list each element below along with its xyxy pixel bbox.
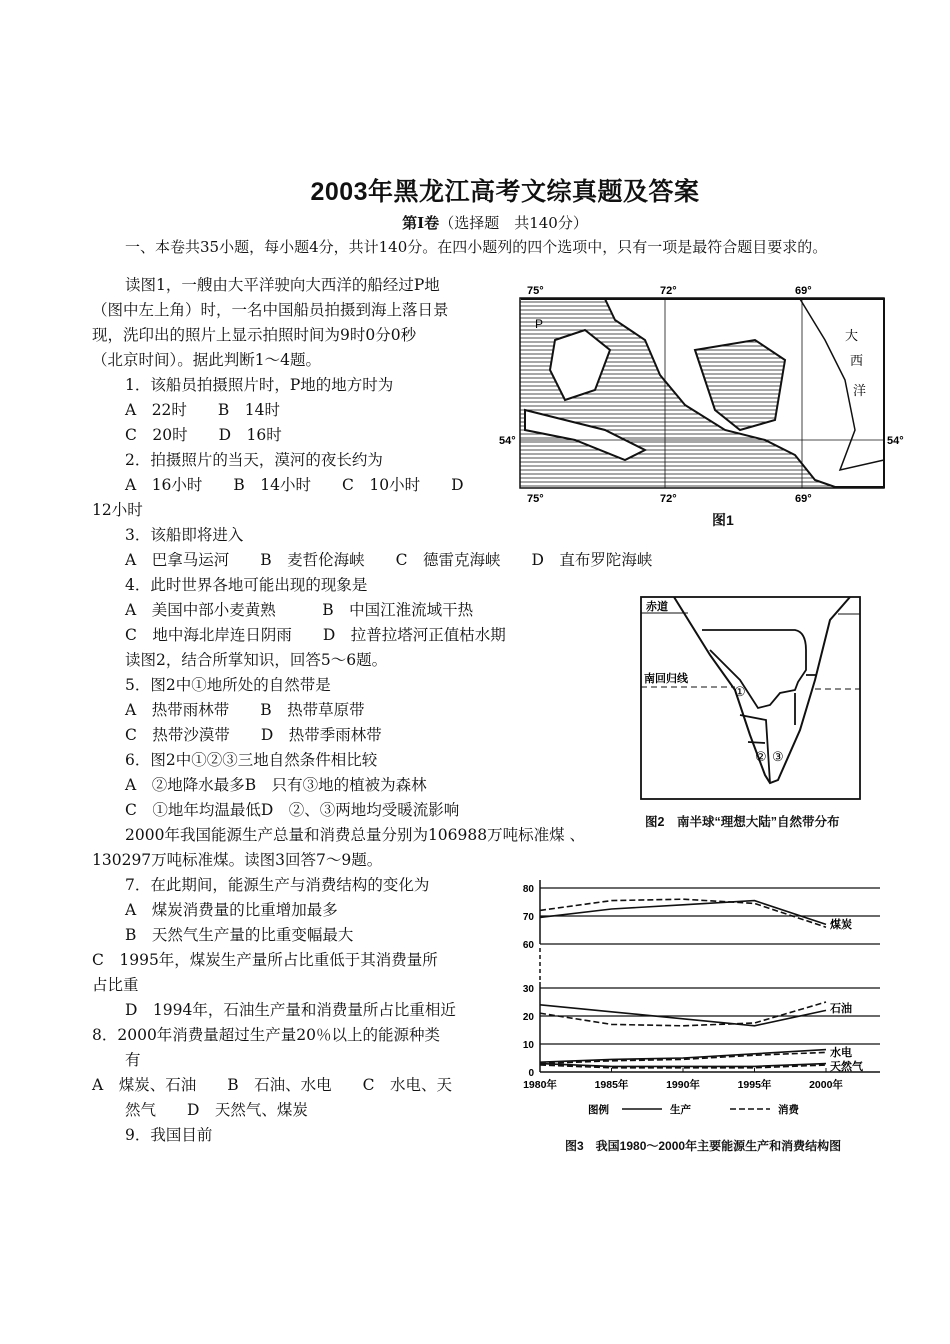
instruction: 一、本卷共35小题，每小题4分，共计140分。在四小题列的四个选项中，只有一项是最符合题目要求的。 <box>125 238 828 256</box>
text-line: A 16小时 B 14小时 C 10小时 D <box>125 476 464 494</box>
y-tick-label: 30 <box>522 984 534 995</box>
text-line: 3．该船即将进入 <box>125 526 244 544</box>
text-line: 130297万吨标准煤。读图3回答7～9题。 <box>92 851 383 869</box>
section-heading <box>0 212 950 233</box>
x-tick-label: 1985年 <box>594 1079 629 1091</box>
figure2-diagram <box>630 590 880 805</box>
lon-label-69-top: 69° <box>795 285 812 297</box>
x-tick-label: 1995年 <box>737 1079 772 1091</box>
equator-label: 赤道 <box>646 601 668 613</box>
text-line: 读图1，一艘由大平洋驶向大西洋的船经过P地 <box>125 276 440 294</box>
y-tick-label: 70 <box>522 912 534 923</box>
series-consumption <box>540 1002 826 1026</box>
series-label: 石油 <box>830 1003 852 1015</box>
text-line: 6．图2中①②③三地自然条件相比较 <box>125 751 378 769</box>
section-rest: （选择题 共140分） <box>439 214 588 232</box>
y-tick-label: 60 <box>522 940 534 951</box>
text-line: C 地中海北岸连日阴雨 D 拉普拉塔河正值枯水期 <box>125 626 506 644</box>
mark-2: ② <box>755 749 767 764</box>
text-line: A 煤炭、石油 B 石油、水电 C 水电、天 <box>92 1076 452 1094</box>
tropic-label: 南回归线 <box>644 673 688 685</box>
text-line: 然气 D 天然气、煤炭 <box>125 1101 308 1119</box>
ocean-label: 大 <box>845 328 859 343</box>
lon-label-69-bottom: 69° <box>795 493 812 505</box>
x-tick-label: 1990年 <box>666 1079 700 1091</box>
text-line: 5．图2中①地所处的自然带是 <box>125 676 331 694</box>
series-label: 水电 <box>830 1047 852 1059</box>
lat-label-left: 54° <box>499 435 516 447</box>
text-line: A 热带雨林带 B 热带草原带 <box>125 701 365 719</box>
figure2-caption: 图2 南半球“理想大陆”自然带分布 <box>645 815 840 829</box>
text-line: A 巴拿马运河 B 麦哲伦海峡 C 德雷克海峡 D 直布罗陀海峡 <box>125 551 653 569</box>
text-line: 12小时 <box>92 501 143 519</box>
figure1-map <box>495 280 915 530</box>
figure1-caption: 图1 <box>712 512 734 528</box>
text-line: 2．拍摄照片的当天，漠河的夜长约为 <box>125 451 383 469</box>
text-line: C 20时 D 16时 <box>125 426 282 444</box>
lon-label-75-top: 75° <box>527 285 544 297</box>
lon-label-72-top: 72° <box>660 285 677 297</box>
y-tick-label: 20 <box>522 1012 534 1023</box>
figure3-chart <box>500 870 890 1130</box>
ocean-label: 西 <box>850 353 864 368</box>
text-line: 有 <box>125 1051 141 1069</box>
text-line: C 1995年，煤炭生产量所占比重低于其消费量所 <box>92 951 438 969</box>
ocean-label: 洋 <box>853 383 867 398</box>
text-line: 现，洗印出的照片上显示拍照时间为9时0分0秒 <box>92 326 417 344</box>
y-tick-label: 80 <box>522 884 534 895</box>
text-line: 7．在此期间，能源生产与消费结构的变化为 <box>125 876 430 894</box>
series-production <box>540 1050 826 1063</box>
text-line: A ②地降水最多B 只有③地的植被为森林 <box>125 776 427 794</box>
mark-3: ③ <box>772 749 784 764</box>
x-tick-label: 1980年 <box>523 1079 557 1091</box>
series-label: 煤炭 <box>830 919 852 931</box>
section-bold: 第Ⅰ卷 <box>402 214 440 232</box>
point-p: P <box>535 317 544 331</box>
text-line: A 22时 B 14时 <box>125 401 281 419</box>
lat-label-right: 54° <box>887 435 904 447</box>
lon-label-72-bottom: 72° <box>660 493 677 505</box>
figure3-caption: 图3 我国1980～2000年主要能源生产和消费结构图 <box>565 1139 842 1153</box>
y-tick-label: 10 <box>522 1040 534 1051</box>
text-line: 4．此时世界各地可能出现的现象是 <box>125 576 368 594</box>
y-tick-label: 0 <box>528 1068 534 1079</box>
text-line: 占比重 <box>92 976 139 994</box>
series-label: 天然气 <box>830 1061 863 1073</box>
page-title: 2003年黑龙江高考文综真题及答案 <box>310 178 700 206</box>
text-line: C 热带沙漠带 D 热带季雨林带 <box>125 726 382 744</box>
x-tick-label: 2000年 <box>809 1079 843 1091</box>
mark-1: ① <box>734 684 746 699</box>
series-consumption <box>540 899 826 927</box>
text-line: B 天然气生产量的比重变幅最大 <box>125 926 354 944</box>
text-line: 2000年我国能源生产总量和消费总量分别为106988万吨标准煤 、 <box>125 826 586 844</box>
text-line: 1．该船员拍摄照片时，P地的地方时为 <box>125 376 394 394</box>
text-line: C ①地年均温最低D ②、③两地均受暖流影响 <box>125 801 460 819</box>
text-line: （北京时间）。据此判断1～4题。 <box>92 351 321 369</box>
text-line: 读图2，结合所掌知识，回答5～6题。 <box>125 651 388 669</box>
lon-label-75-bottom: 75° <box>527 493 544 505</box>
text-line: 8．2000年消费量超过生产量20％以上的能源种类 <box>92 1026 441 1044</box>
legend-label: 图例 <box>588 1104 609 1116</box>
text-line: D 1994年，石油生产量和消费量所占比重相近 <box>125 1001 456 1019</box>
text-line: （图中左上角）时，一名中国船员拍摄到海上落日景 <box>92 301 449 319</box>
legend-consumption: 消费 <box>778 1104 799 1116</box>
text-line: A 美国中部小麦黄熟 B 中国江淮流域干热 <box>125 601 474 619</box>
text-line: A 煤炭消费量的比重增加最多 <box>125 901 338 919</box>
legend-production: 生产 <box>670 1104 691 1116</box>
text-line: 9．我国目前 <box>125 1126 213 1144</box>
